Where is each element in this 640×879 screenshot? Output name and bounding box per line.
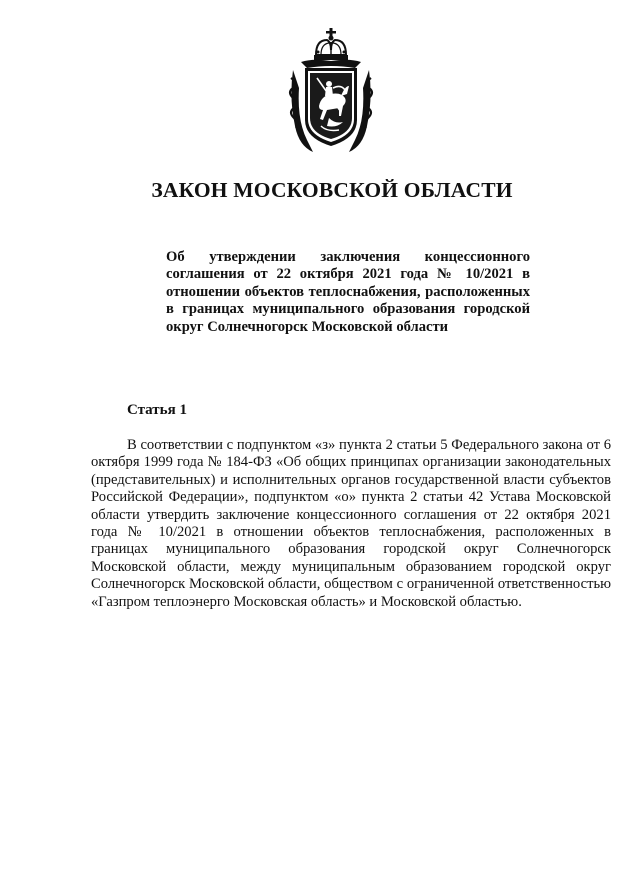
article-heading: Статья 1 (127, 402, 187, 418)
law-title: ЗАКОН МОСКОВСКОЙ ОБЛАСТИ (151, 178, 513, 202)
law-subject: Об утверждении заключения концессионного соглашения от 22 октября 2021 года № 10/2021 в отношении объектов теплоснабжения, расположенных в границах муниципального образования городской округ Солнечногорск Московской области (166, 249, 530, 335)
coat-of-arms-icon (283, 28, 379, 158)
article-body: В соответствии с подпунктом «з» пункта 2 статьи 5 Федерального закона от 6 октября 1999 года № 184-ФЗ «Об общих принципах организации законодательных (представительных) и исполнительных органов государственной власти субъектов Российской Федерации», подпунктом «о» пункта 2 статьи 42 Устава Московской области утвердить заключение концессионного соглашения от 22 октября 2021 года № 10/2021 в отношении объектов теплоснабжения, расположенных в границах муниципального образования городской округ Солнечногорск Московской области, между муниципальным образованием городской округ Солнечногорск Московской области, обществом с ограниченной ответственностью «Газпром теплоэнерго Московская область» и Московской областью. (91, 437, 611, 610)
